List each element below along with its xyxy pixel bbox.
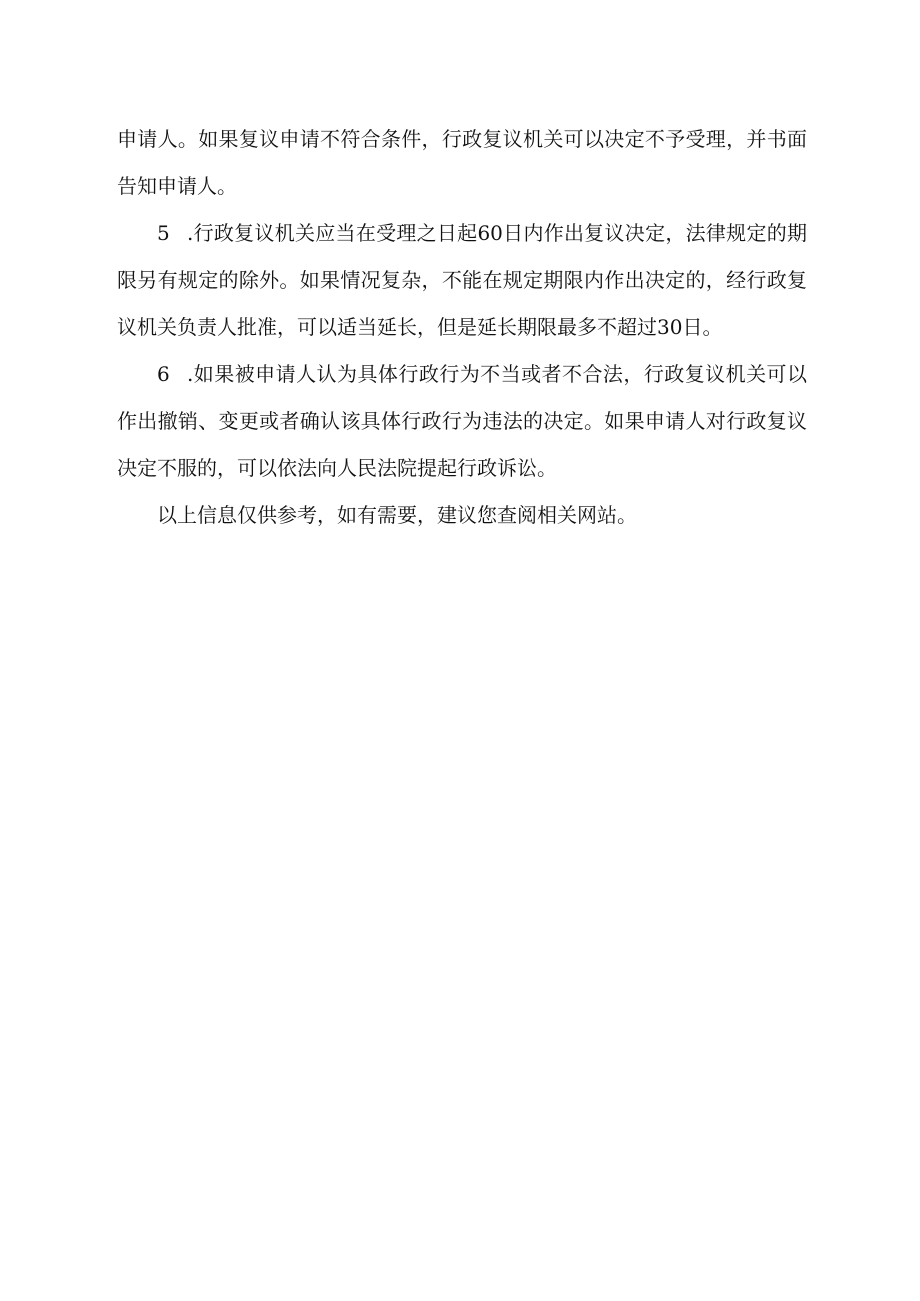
paragraph-text: 申请人。如果复议申请不符合条件，行政复议机关可以决定不予受理，并书面告知申请人。 bbox=[117, 127, 807, 198]
paragraph-item-5 bbox=[117, 210, 807, 351]
paragraph-item-6 bbox=[117, 351, 807, 492]
paragraph-continuation bbox=[117, 116, 807, 210]
paragraph-text: 以上信息仅供参考，如有需要，建议您查阅相关网站。 bbox=[157, 503, 637, 527]
paragraph-text: .行政复议机关应当在受理之日起60日内作出复议决定，法律规定的期限另有规定的除外。如果情况复杂，不能在规定期限内作出决定的，经行政复议机关负责人批准，可以适当延长，但是延长期限最多不超过30日。 bbox=[117, 221, 807, 339]
document-body bbox=[117, 116, 807, 539]
paragraph-closing-note bbox=[117, 492, 807, 539]
item-number: 5 bbox=[157, 221, 170, 245]
item-number: 6 bbox=[157, 362, 170, 386]
paragraph-text: .如果被申请人认为具体行政行为不当或者不合法，行政复议机关可以作出撤销、变更或者确认该具体行政行为违法的决定。如果申请人对行政复议决定不服的，可以依法向人民法院提起行政诉讼。 bbox=[117, 362, 807, 480]
